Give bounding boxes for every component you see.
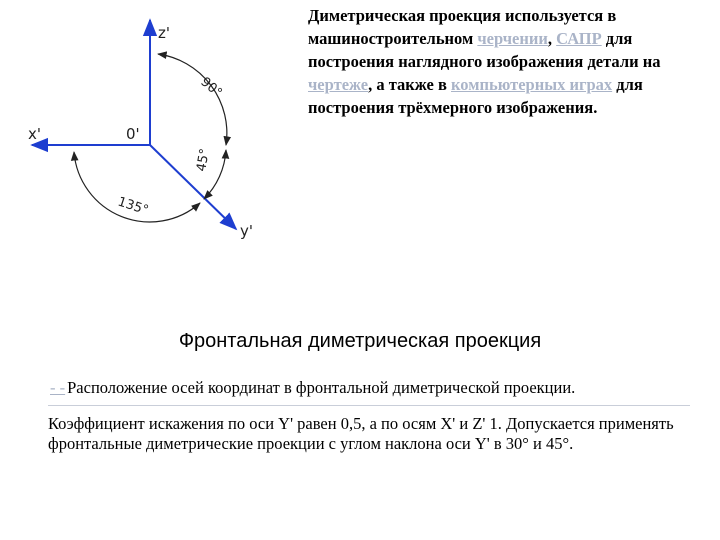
label-angle-45: 45° [194,147,213,173]
caption-dash-link[interactable]: - - [50,378,66,397]
link-computer-games[interactable]: компьютерных играх [451,75,613,94]
label-y: y' [240,222,254,240]
arc-90 [158,54,227,145]
label-z: z' [158,24,170,42]
body-text: Коэффициент искажения по оси Y' равен 0,5, а по осям X' и Z' 1. Допускается применять фронтальные диметрические проекции с углом наклона оси Y' в 30° и 45°. [48,414,674,453]
y-axis [150,145,236,229]
label-angle-135: 135° [115,194,151,219]
intro-text-4: , а также в [368,75,452,94]
label-x: x' [28,125,42,143]
section-heading: Фронтальная диметрическая проекция [178,330,542,352]
intro-paragraph [308,4,708,119]
body-paragraph [48,414,688,454]
intro-text-5: для построения трёхмерного изображения. [308,75,643,117]
axes-diagram [0,0,300,300]
link-drafting[interactable]: черчении [477,29,548,48]
intro-text-3: для построения наглядного изображения детали на [308,29,661,71]
label-angle-90: 90° [197,74,225,101]
figure-caption [50,378,690,398]
link-drawing[interactable]: чертеже [308,75,369,94]
caption-text: Расположение осей координат в фронтальной диметрической проекции. [67,378,576,397]
link-cad[interactable]: САПР [556,29,602,48]
label-origin: 0' [126,125,140,143]
divider [48,405,690,406]
intro-text-2: , [547,29,557,48]
intro-text-1: Диметрическая проекция используется в машиностроительном [308,6,617,48]
